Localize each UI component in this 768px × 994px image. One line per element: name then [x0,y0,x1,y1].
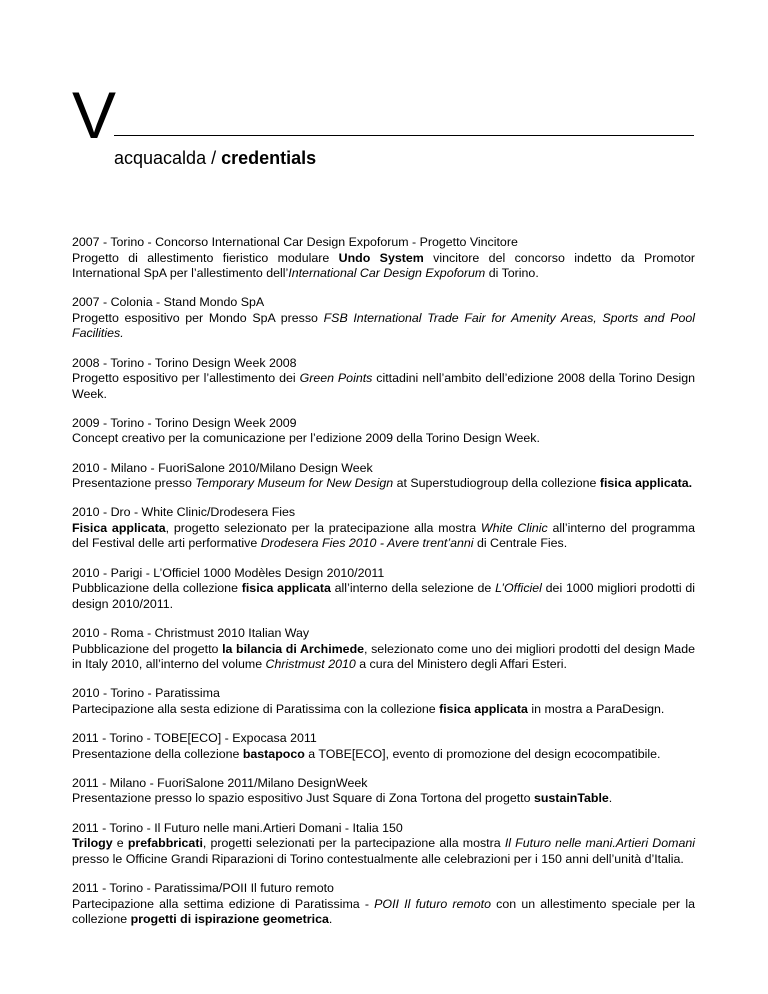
text-run: Partecipazione alla sesta edizione di Paratissima con la collezione [72,701,440,716]
text-run: , selezionato come uno dei migliori prodotti del design Made in Italy 2010, all’interno del volume [72,641,695,672]
text-run: at Superstudiogroup della collezione [393,476,600,491]
entry-description [72,642,695,673]
text-run: con un allestimento speciale per la collezione [72,896,695,927]
text-run: Pubblicazione del progetto [72,641,223,656]
text-run: e [112,836,128,851]
credential-entry [72,776,695,807]
entry-heading: 2010 - Dro - White Clinic/Drodesera Fies [72,505,296,520]
italic-text: Il Futuro nelle mani.Artieri Domani [504,836,695,851]
credential-entry [72,235,695,282]
credentials-list [72,235,695,941]
entry-description [72,521,695,552]
text-run: all’interno della selezione de [330,581,496,596]
text-run: Presentazione della collezione [72,746,243,761]
credential-entry [72,505,695,552]
credential-entry [72,356,695,403]
entry-description [72,836,695,867]
text-run: vincitore del concorso indetto da Promotor International SpA per l’allestimento dell’ [72,250,695,280]
entry-heading: 2009 - Torino - Torino Design Week 2009 [72,415,297,430]
bold-text: fisica applicata [439,701,528,716]
bold-text: la bilancia di Archimede [222,641,365,656]
text-run: Concept creativo per la comunicazione per l’edizione 2009 della Torino Design Week. [72,431,540,446]
text-run: Presentazione presso [72,476,196,491]
text-run: Progetto espositivo per Mondo SpA presso [72,310,324,325]
bold-text: prefabbricati [127,836,203,851]
credential-entry [72,626,695,673]
entry-heading: 2010 - Torino - Paratissima [72,686,220,701]
italic-text: International Car Design Expoforum [288,266,486,280]
entry-description [72,702,695,718]
entry-heading: 2011 - Torino - Paratissima/POII Il futuro remoto [72,881,334,896]
italic-text: Drodesera Fies 2010 - Avere trent’anni [260,536,474,551]
text-run: Partecipazione alla settima edizione di Paratissima - [72,896,375,911]
bold-text: sustainTable [533,791,609,806]
credential-entry [72,416,695,447]
entry-heading: 2007 - Colonia - Stand Mondo SpA [72,295,265,310]
entry-description [72,251,695,282]
text-run: di Centrale Fies. [473,536,568,551]
bold-text: Undo System [338,250,424,265]
entry-description [72,431,695,447]
text-run: . [328,912,333,927]
italic-text: FSB International Trade Fair for Amenity Areas, Sports and Pool Facilities. [72,310,695,341]
entry-heading: 2011 - Torino - TOBE[ECO] - Expocasa 2011 [72,731,317,746]
entry-heading: 2011 - Torino - Il Futuro nelle mani.Artieri Domani - Italia 150 [72,820,403,835]
italic-text: POII Il futuro remoto [374,896,491,911]
entry-heading: 2010 - Roma - Christmust 2010 Italian Way [72,626,310,641]
text-run: presso le Officine Grandi Riparazioni di Torino contestualmente alle celebrazioni per i 150 anni dell’unità d’Italia. [72,851,684,866]
title-prefix: acquacalda / [114,148,222,168]
text-run: Presentazione presso lo spazio espositivo Just Square di Zona Tortona del progetto [72,791,534,806]
italic-text: Christmust 2010 [265,657,356,672]
text-run: Pubblicazione della collezione [72,581,242,596]
bold-text: fisica applicata [241,581,331,596]
credential-entry [72,686,695,717]
bold-text: progetti di ispirazione geometrica [130,912,329,927]
bold-text: Fisica applicata [72,520,166,535]
page-title [114,147,316,169]
entry-description [72,311,695,342]
entry-heading: 2011 - Milano - FuoriSalone 2011/Milano DesignWeek [72,775,368,790]
title-bold: credentials [221,148,317,168]
header-rule [114,135,694,136]
entry-description [72,791,695,807]
italic-text: Temporary Museum for New Design [195,476,394,491]
text-run: in mostra a ParaDesign. [527,701,665,716]
text-run: dei 1000 migliori prodotti di design 2010/2011. [72,581,696,611]
text-run: a TOBE[ECO], evento di promozione del design ecocompatibile. [304,746,661,761]
bold-text: Trilogy [72,836,113,851]
italic-text: White Clinic [480,520,548,535]
text-run: a cura del Ministero degli Affari Esteri. [355,657,567,672]
credential-entry [72,461,695,492]
italic-text: L’Officiel [495,581,542,596]
text-run: all’interno del programma del Festival delle arti performative [72,520,695,551]
text-run: Progetto espositivo per l’allestimento dei [72,371,300,386]
entry-description [72,747,695,763]
entry-heading: 2010 - Parigi - L’Officiel 1000 Modèles Design 2010/2011 [72,565,385,580]
credential-entry [72,821,695,868]
credential-entry [72,566,695,613]
entry-description [72,897,695,928]
credential-entry [72,295,695,342]
text-run: cittadini nell’ambito dell’edizione 2008 della Torino Design Week. [72,371,696,401]
text-run: Progetto di allestimento fieristico modulare [72,250,339,265]
bold-text: bastapoco [242,746,305,761]
logo-letter: V [72,78,116,152]
italic-text: Green Points [299,371,373,386]
entry-heading: 2010 - Milano - FuoriSalone 2010/Milano Design Week [72,460,373,475]
text-run: di Torino. [485,266,539,280]
bold-text: fisica applicata. [599,476,693,491]
credential-entry [72,881,695,928]
entry-description [72,371,695,402]
text-run: . [608,791,613,806]
entry-heading: 2008 - Torino - Torino Design Week 2008 [72,355,297,370]
text-run: , progetti selezionati per la partecipazione alla mostra [202,836,505,851]
entry-description [72,581,695,612]
entry-heading: 2007 - Torino - Concorso International Car Design Expoforum - Progetto Vincitore [72,235,518,249]
entry-description [72,476,695,492]
credential-entry [72,731,695,762]
text-run: , progetto selezionato per la pratecipazione alla mostra [165,520,481,535]
